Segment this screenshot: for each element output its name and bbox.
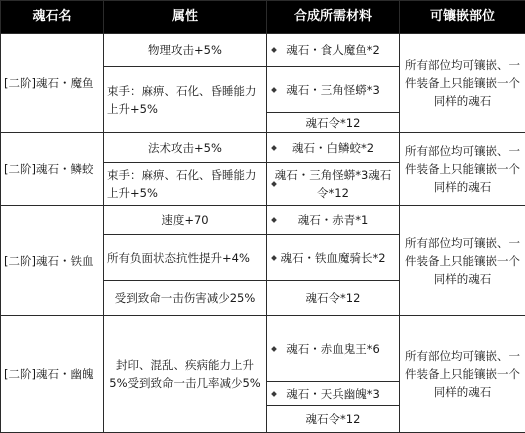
header-materials: 合成所需材料: [267, 1, 400, 34]
attribute-cell: 封印、混乱、疾病能力上升5%受到致命一击几率减少5%: [104, 316, 267, 433]
attribute-cell: 速度+70: [104, 206, 267, 235]
attribute-cell: 所有负面状态抗性提升+4%: [104, 235, 267, 281]
material-cell: 魂石令*12: [267, 113, 400, 133]
attribute-cell: 物理攻击+5%: [104, 34, 267, 67]
material-cell: 魂石令*12: [267, 406, 400, 433]
header-attributes: 属性: [104, 1, 267, 34]
table-header-row: [1, 1, 525, 34]
material-cell: 魂石・食人魔鱼*2: [267, 34, 400, 67]
table-row: [1, 34, 525, 67]
stone-name: [二阶]魂石・魔鱼: [1, 34, 104, 133]
material-cell: 魂石・铁血魔骑长*2: [267, 235, 400, 281]
attribute-cell: 束手：麻痹、石化、昏睡能力上升+5%: [104, 163, 267, 206]
attribute-cell: 束手：麻痹、石化、昏睡能力上升+5%: [104, 67, 267, 133]
attribute-cell: 受到致命一击伤害减少25%: [104, 281, 267, 316]
stone-name: [二阶]魂石・铁血: [1, 206, 104, 316]
table-row: [1, 316, 525, 382]
slot-cell: 所有部位均可镶嵌、一件装备上只能镶嵌一个同样的魂石: [400, 133, 525, 206]
slot-cell: 所有部位均可镶嵌、一件装备上只能镶嵌一个同样的魂石: [400, 316, 525, 433]
material-cell: 魂石・三角怪蟒*3魂石令*12: [267, 163, 400, 206]
table-row: [1, 206, 525, 235]
attribute-cell: 法术攻击+5%: [104, 133, 267, 163]
material-cell: 魂石・白鳞蛟*2: [267, 133, 400, 163]
stone-name: [二阶]魂石・幽魄: [1, 316, 104, 433]
header-stone-name: 魂石名: [1, 1, 104, 34]
material-cell: 魂石・三角怪蟒*3: [267, 67, 400, 113]
material-cell: 魂石・天兵幽魄*3: [267, 382, 400, 406]
slot-cell: 所有部位均可镶嵌、一件装备上只能镶嵌一个同样的魂石: [400, 206, 525, 316]
material-cell: 魂石・赤青*1: [267, 206, 400, 235]
material-cell: 魂石令*12: [267, 281, 400, 316]
material-cell: 魂石・赤血鬼王*6: [267, 316, 400, 382]
stone-name: [二阶]魂石・鳞蛟: [1, 133, 104, 206]
header-slot: 可镶嵌部位: [400, 1, 525, 34]
table-row: [1, 133, 525, 163]
slot-cell: 所有部位均可镶嵌、一件装备上只能镶嵌一个同样的魂石: [400, 34, 525, 133]
